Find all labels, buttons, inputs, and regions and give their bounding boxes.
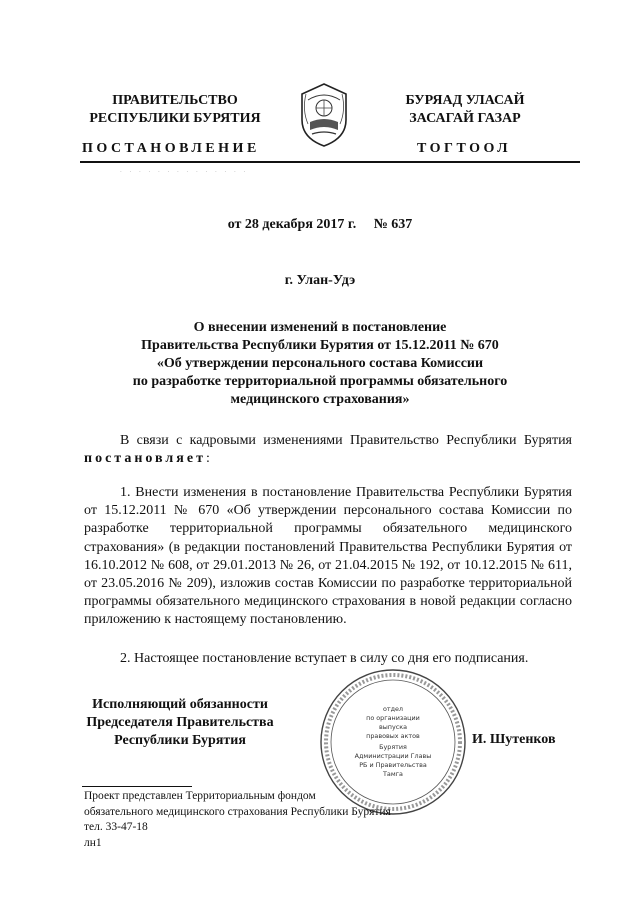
title-line-1: О внесении изменений в постановление: [193, 320, 447, 335]
footnote-divider: [82, 786, 192, 787]
footnote-line-1: Проект представлен Территориальным фондом: [84, 790, 316, 802]
seal-line-8: Тамга: [383, 770, 403, 778]
paragraph-1: 1. Внести изменения в постановление Правительства Республики Бурятия от 15.12.2011 № 670 «Об утверждении персонального состава Комиссии по разработке территориальной программы обязательного медицинского страхования» (в редакции постановлений Правительства Республики Бурятия от 16.10.2012 № 608, от 29.01.2013 № 26, от 21.04.2015 № 192, от 10.12.2015 № 611, от 23.05.2016 № 209), изложив состав Комиссии по разработке территориальной программы обязательного медицинского страхования в новой редакции согласно приложению к настоящему постановлению.: [84, 485, 572, 628]
city: г. Улан-Удэ: [284, 273, 356, 288]
footnote-line-3: тел. 33-47-18: [84, 821, 148, 833]
header-divider: [80, 161, 580, 163]
title-line-4: по разработке территориальной программы обязательного: [132, 374, 508, 389]
document-title: [60, 319, 580, 409]
signer-title: [80, 696, 280, 750]
intro-paragraph: [84, 432, 572, 468]
signer-name: И. Шутенков: [472, 732, 556, 747]
title-line-2: Правительства Республики Бурятия от 15.12.2011 № 670: [141, 338, 499, 353]
header-left: [60, 92, 290, 128]
header-dots: . . . . . . . . . . . . . .: [120, 166, 249, 174]
coat-of-arms-emblem: [296, 80, 352, 150]
doc-type-bua: ТОГТООЛ: [417, 141, 512, 156]
seal-line-5: Бурятия: [379, 743, 407, 751]
document-code: лн1: [84, 837, 102, 849]
intro-keyword: постановляет: [84, 451, 206, 467]
signer-title-line-3: Республики Бурятия: [114, 733, 246, 748]
footnote: [84, 789, 391, 836]
date-number-line: от 28 декабря 2017 г. № 637: [227, 217, 413, 232]
paragraph-2: 2. Настоящее постановление вступает в силу со дня его подписания.: [120, 651, 529, 666]
header-right-line-2: ЗАСАГАЙ ГАЗАР: [409, 111, 521, 126]
header-left-line-2: РЕСПУБЛИКИ БУРЯТИЯ: [89, 111, 261, 126]
seal-line-4: правовых актов: [366, 732, 420, 740]
title-line-5: медицинского страхования»: [230, 392, 410, 407]
header-right-line-1: БУРЯАД УЛАСАЙ: [405, 93, 525, 108]
intro-text: В связи с кадровыми изменениями Правительство Республики Бурятия: [120, 433, 572, 448]
header-right: [360, 92, 570, 128]
seal-line-2: по организации: [366, 714, 420, 722]
seal-line-7: РБ и Правительства: [359, 761, 427, 769]
signer-title-line-1: Исполняющий обязанности: [92, 697, 268, 712]
footnote-line-2: обязательного медицинского страхования Республики Бурятия: [84, 805, 391, 818]
header-left-line-1: ПРАВИТЕЛЬСТВО: [112, 93, 238, 108]
seal-line-6: Администрации Главы: [354, 752, 432, 760]
signer-title-line-2: Председателя Правительства: [86, 715, 274, 730]
doc-type-ru: ПОСТАНОВЛЕНИЕ: [82, 141, 260, 156]
title-line-3: «Об утверждении персонального состава Комиссии: [156, 356, 484, 371]
seal-line-3: выпуска: [378, 723, 408, 731]
intro-end: :: [205, 451, 210, 467]
seal-line-1: отдел: [382, 705, 404, 713]
